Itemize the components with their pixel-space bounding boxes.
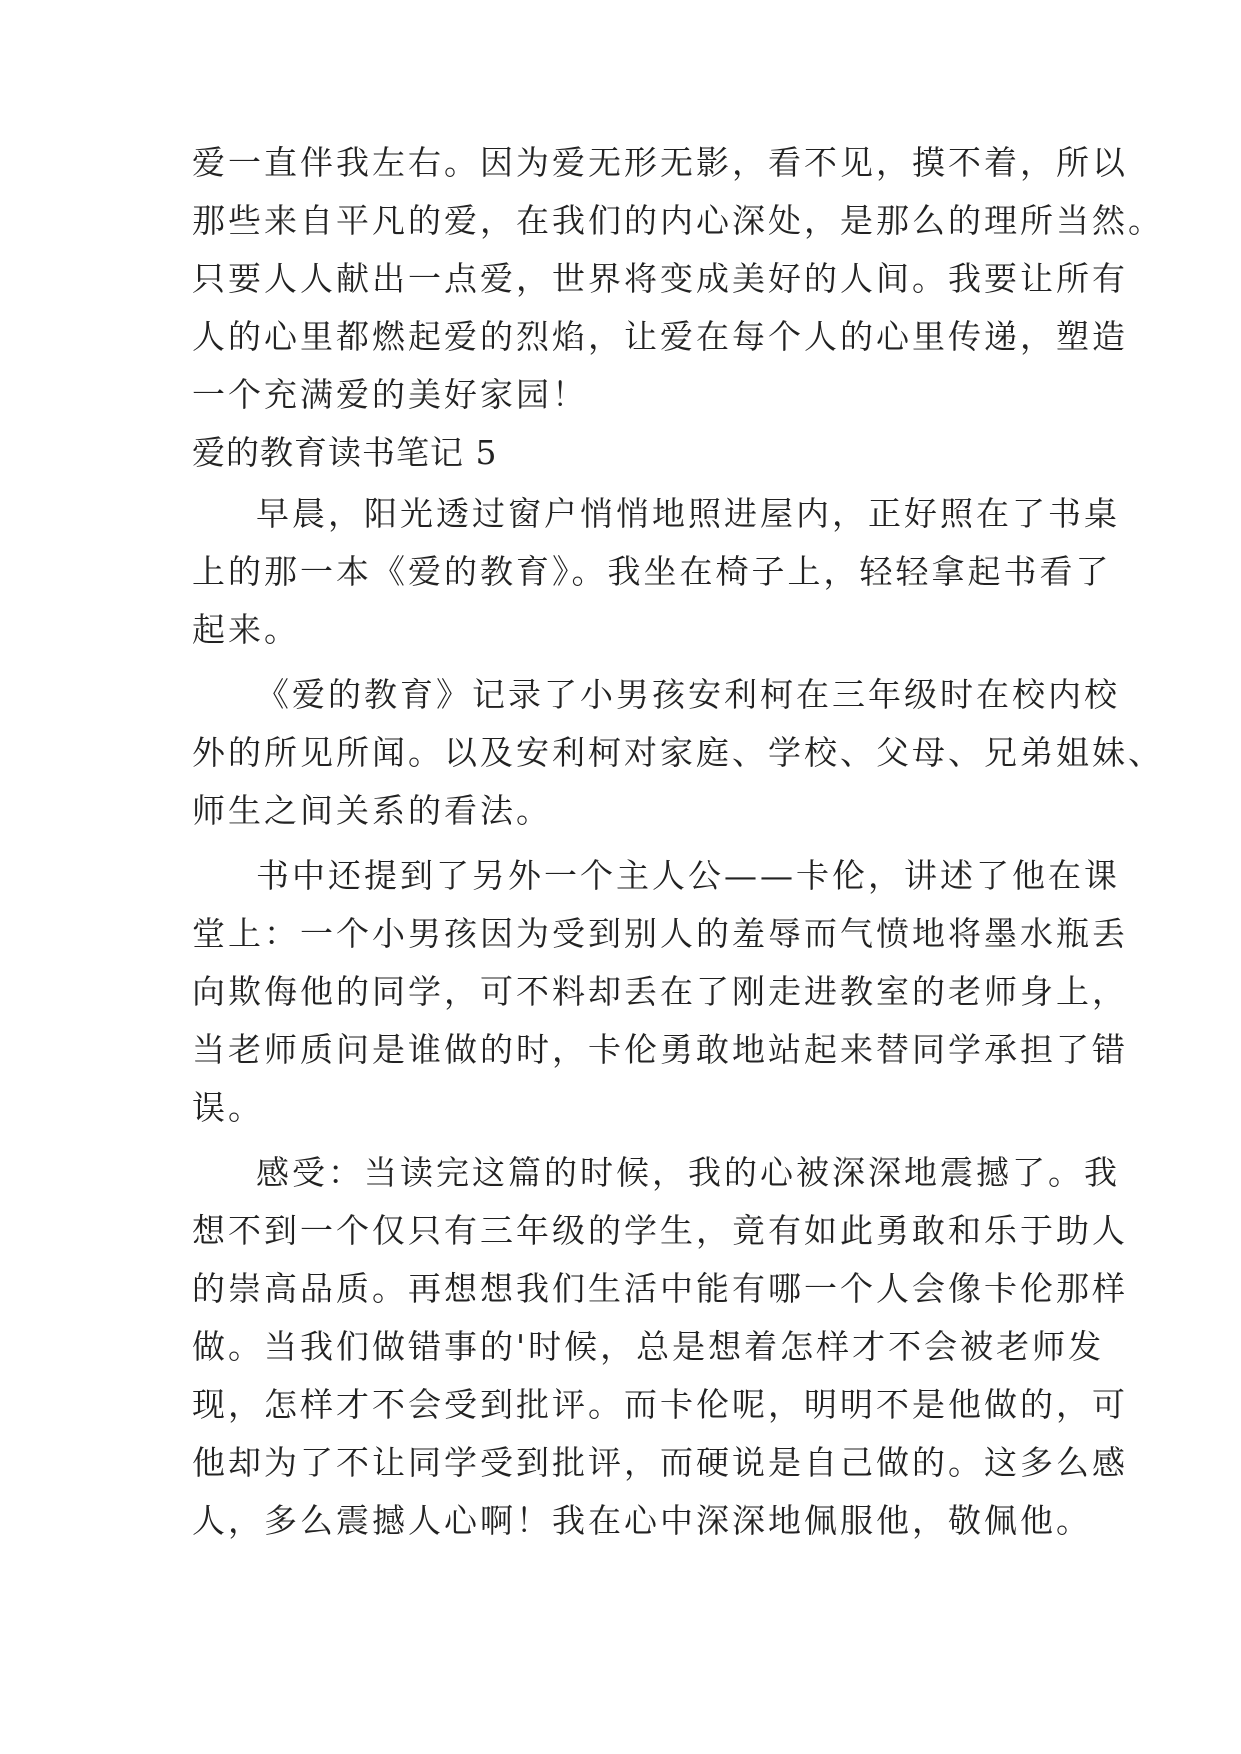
text-line: 的崇高品质。再想想我们生活中能有哪一个人会像卡伦那样 — [192, 1269, 1128, 1308]
text-line: 爱一直伴我左右。因为爱无形无影，看不见，摸不着，所以 — [192, 143, 1128, 182]
text-line: 那些来自平凡的爱，在我们的内心深处，是那么的理所当然。 — [192, 201, 1164, 240]
paragraph-first-line: 书中还提到了另外一个主人公——卡伦，讲述了他在课 — [256, 856, 1120, 895]
text-line: 起来。 — [192, 610, 300, 649]
text-line: 师生之间关系的看法。 — [192, 791, 552, 830]
text-line: 想不到一个仅只有三年级的学生，竟有如此勇敢和乐于助人 — [192, 1211, 1128, 1250]
text-line: 现，怎样才不会受到批评。而卡伦呢，明明不是他做的，可 — [192, 1385, 1128, 1424]
text-line: 堂上：一个小男孩因为受到别人的羞辱而气愤地将墨水瓶丢 — [192, 914, 1128, 953]
text-line: 误。 — [192, 1088, 264, 1127]
text-line: 上的那一本《爱的教育》。我坐在椅子上，轻轻拿起书看了 — [192, 552, 1112, 591]
text-line: 当老师质问是谁做的时，卡伦勇敢地站起来替同学承担了错 — [192, 1030, 1128, 1069]
text-line: 人，多么震撼人心啊！我在心中深深地佩服他，敬佩他。 — [192, 1501, 1092, 1540]
section-heading: 爱的教育读书笔记 5 — [192, 433, 498, 472]
text-line: 一个充满爱的美好家园！ — [192, 375, 588, 414]
text-line: 做。当我们做错事的'时候，总是想着怎样才不会被老师发 — [192, 1327, 1105, 1366]
paragraph-first-line: 早晨，阳光透过窗户悄悄地照进屋内，正好照在了书桌 — [256, 494, 1120, 533]
text-line: 只要人人献出一点爱，世界将变成美好的人间。我要让所有 — [192, 259, 1128, 298]
paragraph-first-line: 感受：当读完这篇的时候，我的心被深深地震撼了。我 — [256, 1153, 1120, 1192]
text-line: 向欺侮他的同学，可不料却丢在了刚走进教室的老师身上， — [192, 972, 1128, 1011]
text-line: 他却为了不让同学受到批评，而硬说是自己做的。这多么感 — [192, 1443, 1128, 1482]
paragraph-first-line: 《爱的教育》记录了小男孩安利柯在三年级时在校内校 — [256, 675, 1120, 714]
text-line: 人的心里都燃起爱的烈焰，让爱在每个人的心里传递，塑造 — [192, 317, 1128, 356]
text-line: 外的所见所闻。以及安利柯对家庭、学校、父母、兄弟姐妹、 — [192, 733, 1164, 772]
